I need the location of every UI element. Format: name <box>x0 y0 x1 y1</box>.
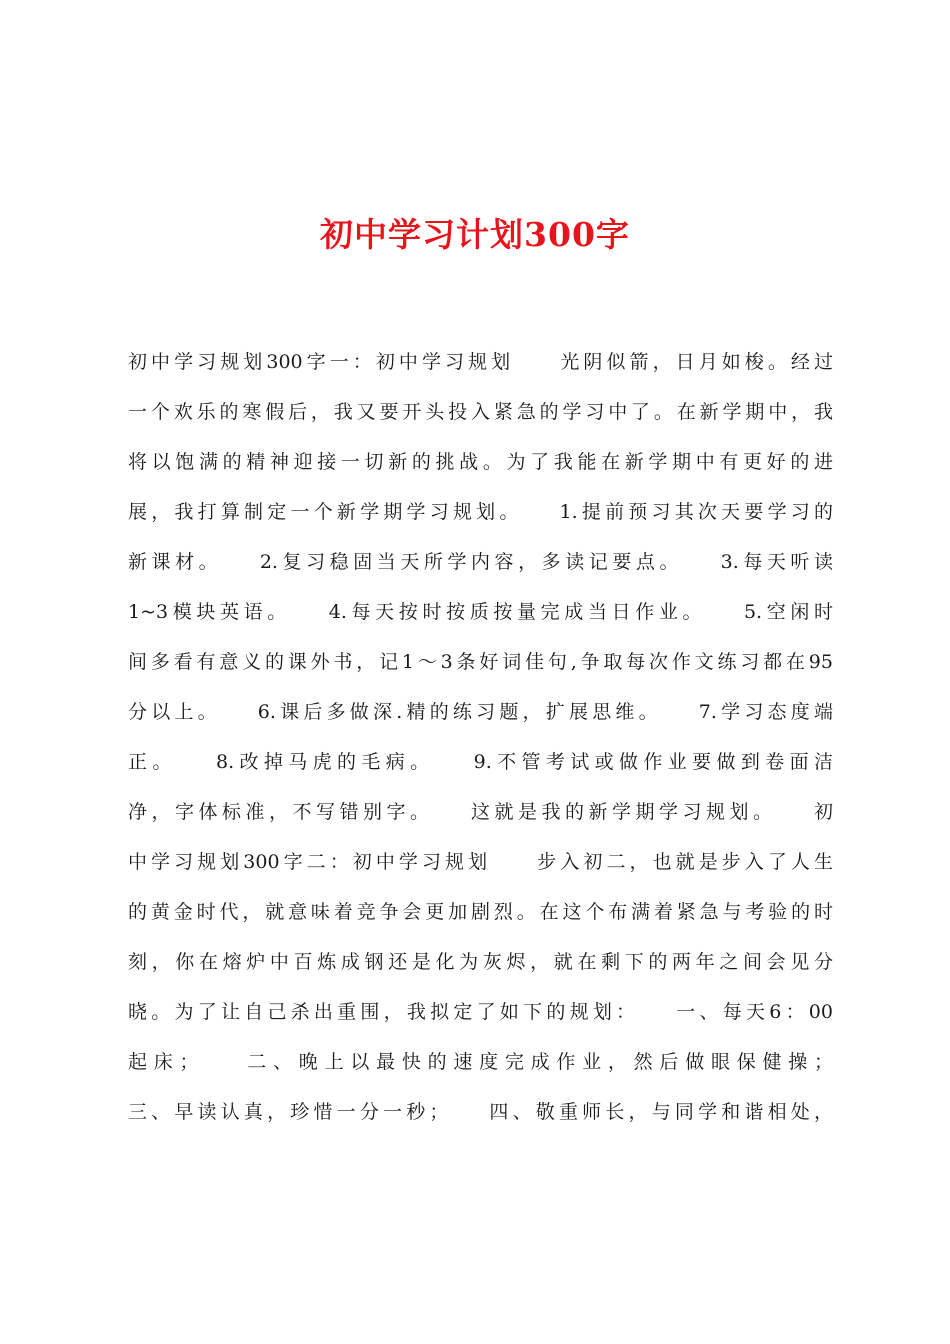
body-line: 新课材。 2.复习稳固当天所学内容，多读记要点。 3.每天听读 <box>128 551 833 573</box>
body-line: 将以饱满的精神迎接一切新的挑战。为了我能在新学期中有更好的进 <box>128 451 833 473</box>
body-line: 净，字体标准，不写错别字。 这就是我的新学期学习规划。 初 <box>128 801 833 823</box>
body-line: 初中学习规划300字一：初中学习规划 光阴似箭，日月如梭。经过 <box>128 351 833 373</box>
body-line: 三、早读认真，珍惜一分一秒； 四、敬重师长，与同学和谐相处， <box>128 1101 833 1123</box>
document-body <box>128 337 833 1137</box>
body-line: 的黄金时代，就意味着竞争会更加剧烈。在这个布满着紧急与考验的时 <box>128 901 833 923</box>
body-line: 间多看有意义的课外书，记1～3条好词佳句,争取每次作文练习都在95 <box>128 651 833 673</box>
body-line: 1~3模块英语。 4.每天按时按质按量完成当日作业。 5.空闲时 <box>128 601 833 623</box>
body-line: 起床； 二、晚上以最快的速度完成作业，然后做眼保健操； <box>128 1051 833 1073</box>
body-line: 刻，你在熔炉中百炼成钢还是化为灰烬，就在剩下的两年之间会见分 <box>128 951 833 973</box>
body-line: 正。 8.改掉马虎的毛病。 9.不管考试或做作业要做到卷面洁 <box>128 751 833 773</box>
body-line: 晓。为了让自己杀出重围，我拟定了如下的规划： 一、每天6：00 <box>128 1001 833 1023</box>
body-line: 中学习规划300字二：初中学习规划 步入初二，也就是步入了人生 <box>128 851 833 873</box>
body-line: 展，我打算制定一个新学期学习规划。 1.提前预习其次天要学习的 <box>128 501 833 523</box>
body-line: 分以上。 6.课后多做深.精的练习题，扩展思维。 7.学习态度端 <box>128 701 833 723</box>
document-title: 初中学习计划300字 <box>320 215 630 254</box>
body-line: 一个欢乐的寒假后，我又要开头投入紧急的学习中了。在新学期中，我 <box>128 401 833 423</box>
